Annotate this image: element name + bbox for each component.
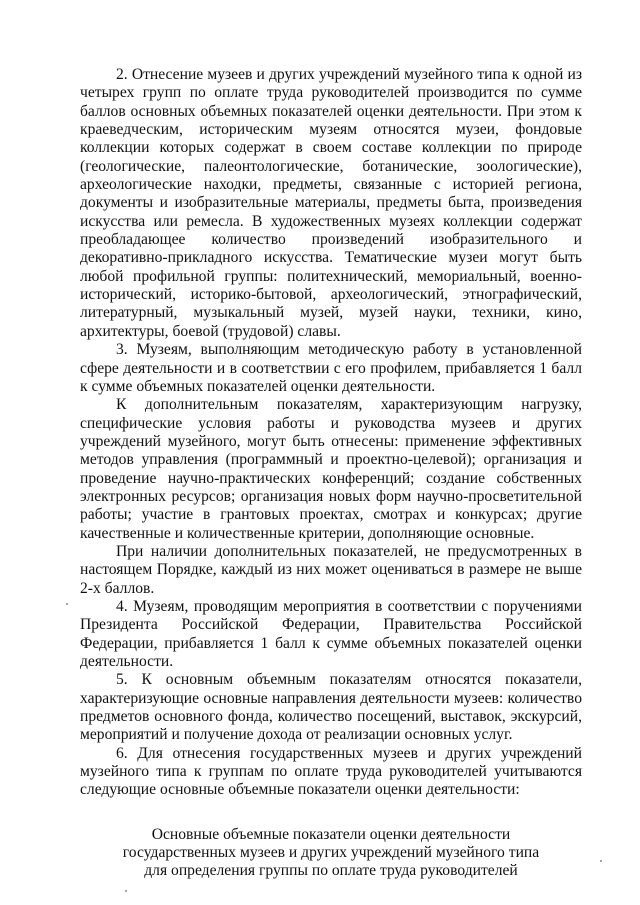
section-heading [80, 826, 582, 881]
paragraph-additional-points: При наличии дополнительных показателей, не предусмотренных в настоящем Порядке, каждый из них может оцениваться в размере не выше 2-х баллов. [80, 542, 582, 597]
document-page [80, 66, 582, 881]
heading-line-3: для определения группы по оплате труда руководителей [144, 862, 518, 880]
paragraph-4: 4. Музеям, проводящим мероприятия в соответствии с поручениями Президента Российской Федерации, Правительства Российской Федерации, прибавляется 1 балл к сумме объемных показателей оценки деятельности. [80, 597, 582, 670]
paragraph-3: 3. Музеям, выполняющим методическую работу в установленной сфере деятельности и в соответствии с его профилем, прибавляется 1 балл к сумме объемных показателей оценки деятельности. [80, 341, 582, 395]
paragraph-6: 6. Для отнесения государственных музеев и других учреждений музейного типа к группам по оплате труда руководителей учитываются следующие основные объемные показатели оценки деятельности: [80, 744, 582, 799]
paragraph-5: 5. К основным объемным показателям относятся показатели, характеризующие основные направления деятельности музеев: количество предметов основного фонда, количество посещений, выставок, экскурсий, мероприятий и получение дохода от реализации основных услуг. [80, 671, 582, 744]
heading-line-2: государственных музеев и других учреждений музейного типа [122, 844, 540, 862]
scan-speck [66, 603, 68, 605]
paragraph-2: 2. Отнесение музеев и других учреждений музейного типа к одной из четырех групп по оплате труда руководителей производится по сумме баллов основных объемных показателей оценки деятельности. При этом к краеведческим, историческим музеям относятся музеи, фондовые коллекции которых содержат в своем составе коллекции по природе (геологические, палеонтологические, ботанические, зоологические), археологические находки, предметы, связанные с историей региона, документы и изобразительные материалы, предметы быта, произведения искусства или ремесла. В художественных музеях коллекции содержат преобладающее количество произведений изобразительного и декоративно-прикладного искусства. Тематические музеи могут быть любой профильной группы: политехнический, мемориальный, военно-исторический, историко-бытовой, археологический, этнографический, литературный, музыкальный музей, музей науки, техники, кино, архитектуры, боевой (трудовой) славы. [80, 66, 582, 340]
paragraph-additional-indicators: К дополнительным показателям, характеризующим нагрузку, специфические условия работы и руководства музеев и других учреждений музейного, могут быть отнесены: применение эффективных методов управления (программный и проектно-целевой); организация и проведение научно-практических конференций; создание собственных электронных ресурсов; организация новых форм научно-просветительной работы; участие в грантовых проектах, смотрах и конкурсах; другие качественные и количественные критерии, дополняющие основные. [80, 396, 582, 542]
scan-speck [125, 890, 127, 892]
scan-speck [600, 860, 602, 862]
heading-line-1: Основные объемные показатели оценки деятельности [151, 825, 511, 843]
